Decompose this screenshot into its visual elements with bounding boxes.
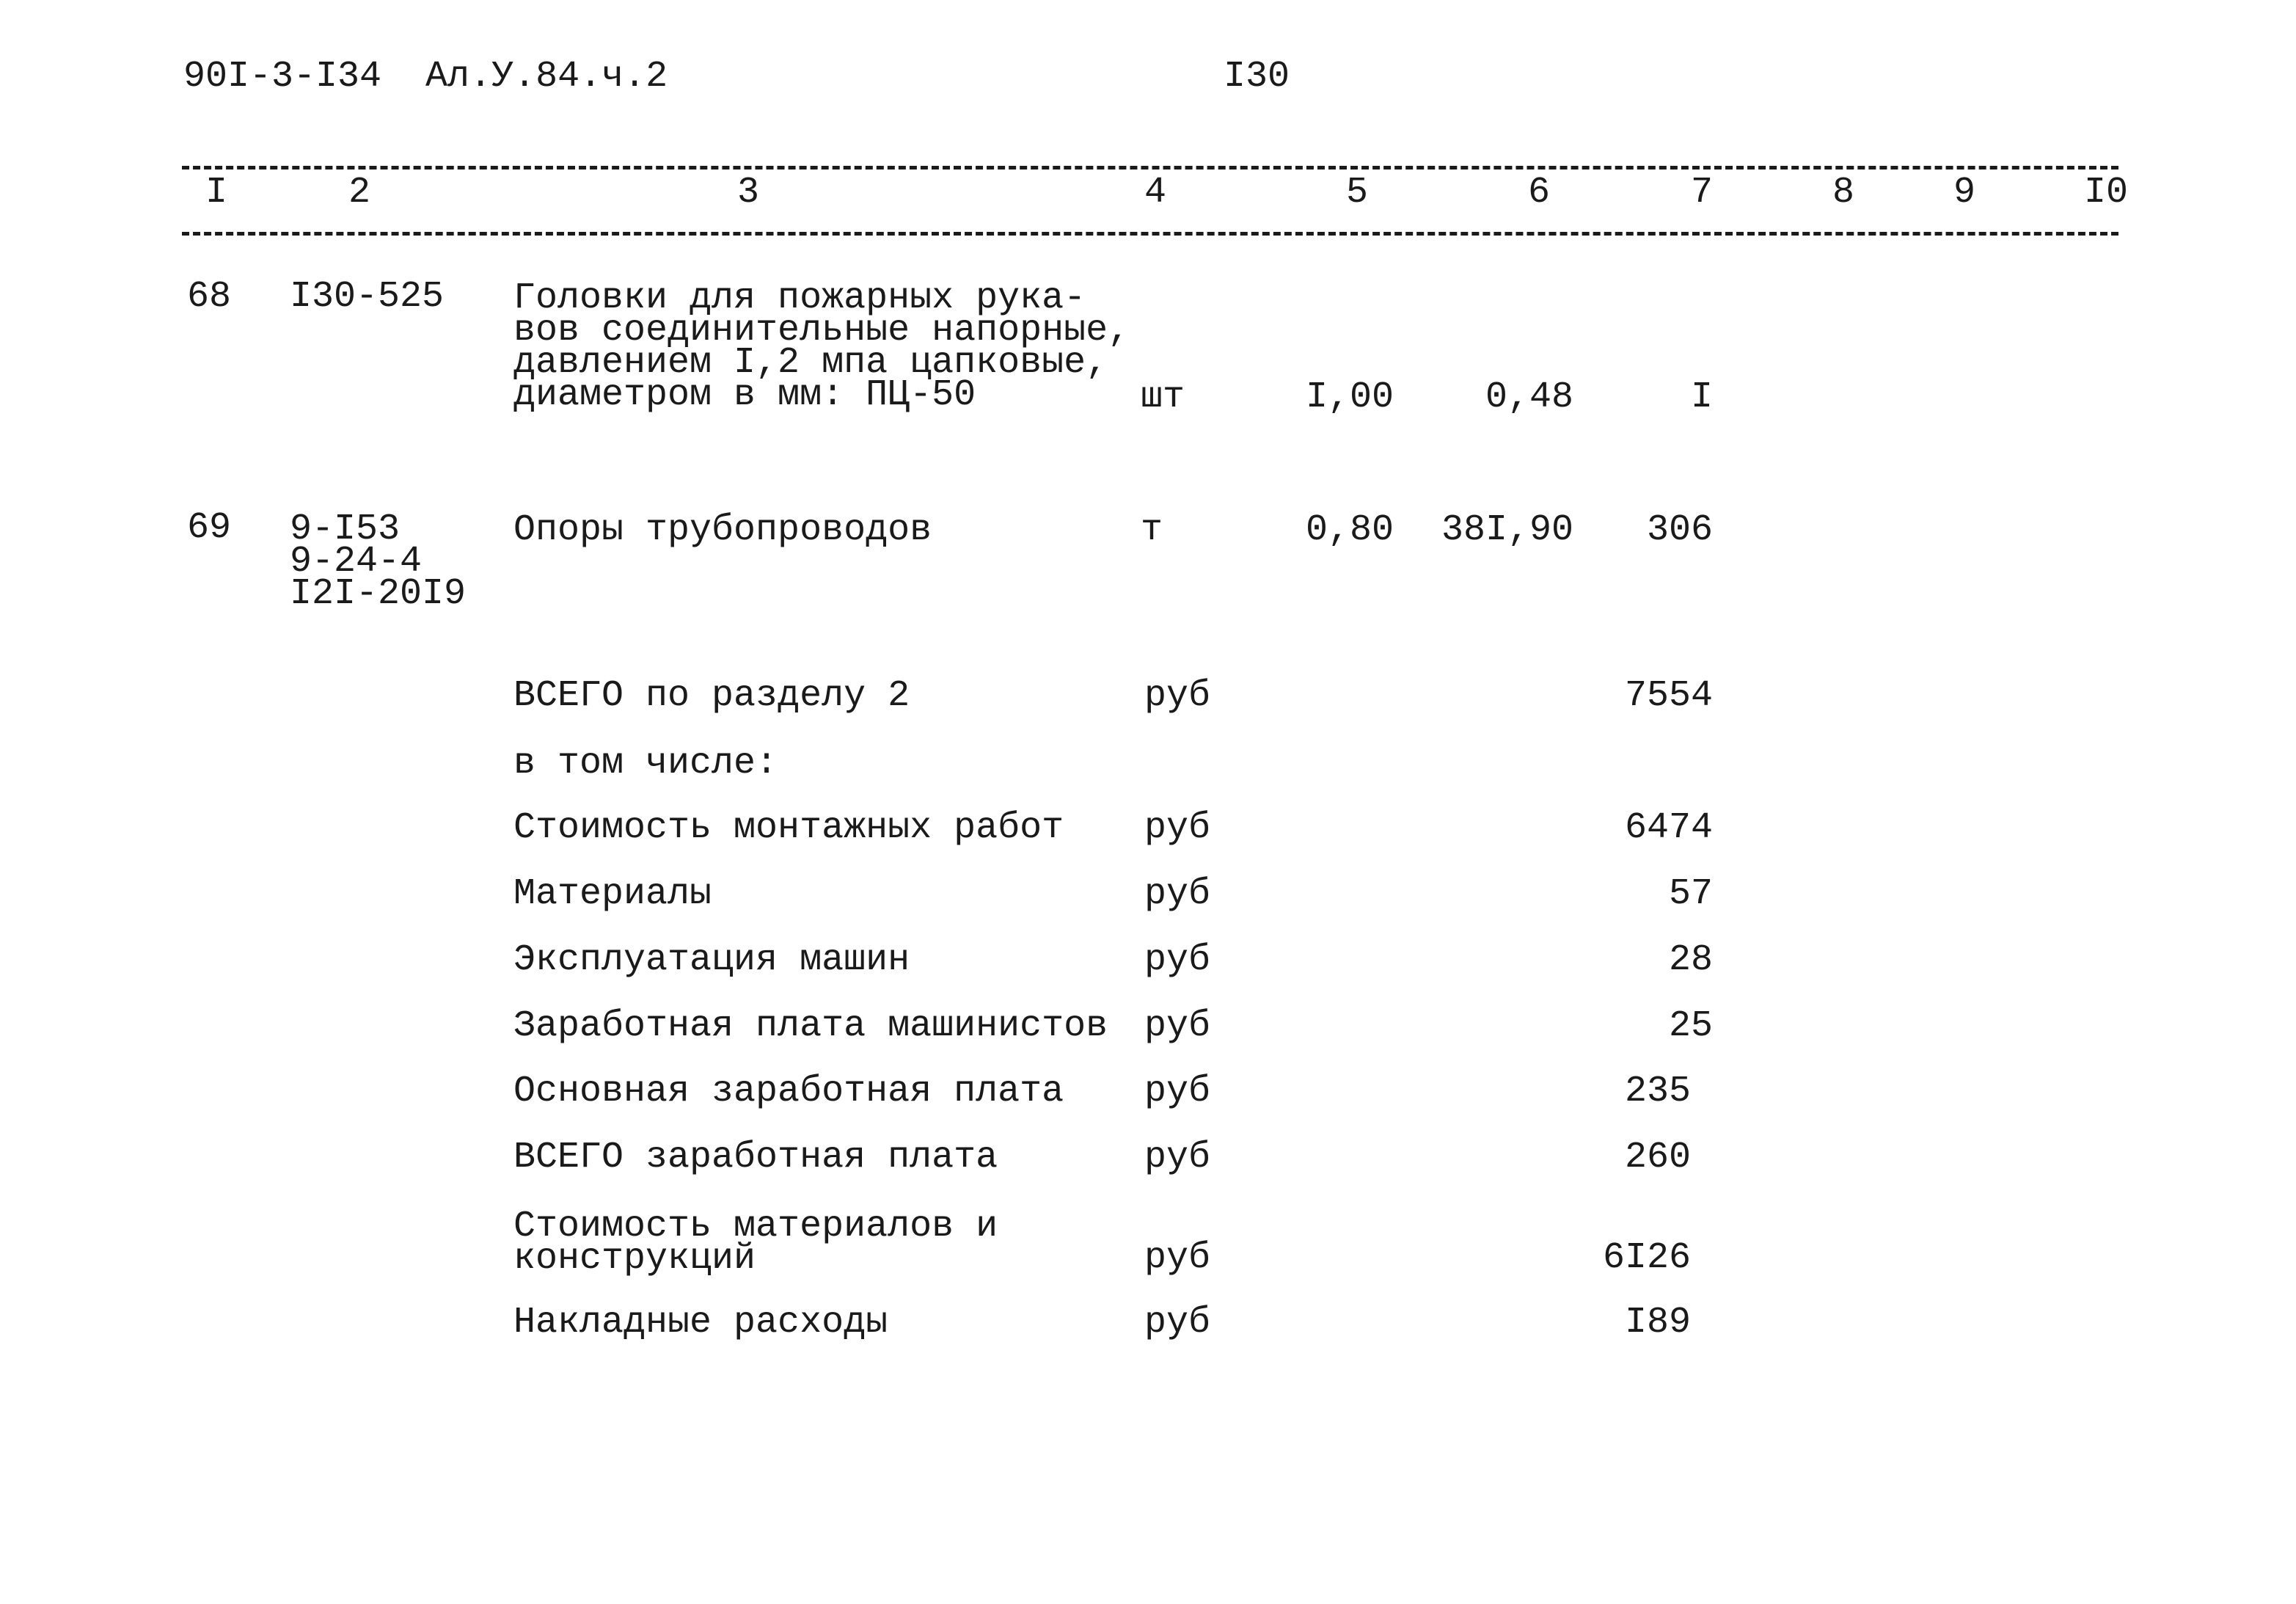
column-header-7: 7	[1690, 172, 1713, 214]
row-total: 306	[1646, 509, 1713, 551]
section-total-label: ВСЕГО по разделу 2	[513, 675, 910, 717]
summary-item-unit: руб	[1144, 1071, 1211, 1112]
summary-item-unit: руб	[1144, 1237, 1211, 1279]
column-header-2: 2	[348, 172, 370, 214]
page-number: I30	[1224, 56, 1290, 98]
summary-item-label: Заработная плата машинистов	[513, 1005, 1108, 1047]
summary-item-unit: руб	[1144, 873, 1211, 915]
column-header-4: 4	[1144, 172, 1166, 214]
row-name-line: вов соединительные напорные,	[513, 310, 1130, 351]
row-name-line: Головки для пожарных рука-	[513, 277, 1086, 319]
row-unit: шт	[1141, 376, 1185, 418]
summary-item-value: 6I26	[1602, 1237, 1691, 1279]
summary-item-label: конструкций	[513, 1238, 756, 1280]
summary-item-value: 235	[1624, 1071, 1691, 1112]
row-number: 68	[187, 276, 232, 318]
overhead-label: Накладные расходы	[513, 1302, 888, 1344]
summary-item-unit: руб	[1144, 1005, 1211, 1047]
row-code: I2I-20I9	[290, 573, 467, 615]
overhead-unit: руб	[1144, 1302, 1211, 1344]
row-number: 69	[187, 507, 232, 549]
summary-item-value: 57	[1668, 873, 1713, 915]
summary-item-value: 260	[1624, 1137, 1691, 1178]
column-header-8: 8	[1832, 172, 1854, 214]
summary-item-label: Стоимость монтажных работ	[513, 807, 1064, 849]
overhead-value: I89	[1624, 1302, 1691, 1344]
row-name-line: диаметром в мм: ПЦ-50	[513, 374, 976, 416]
row-name-line: давлением I,2 мпа цапковые,	[513, 342, 1108, 384]
column-header-10: I0	[2083, 172, 2128, 214]
row-quantity: 0,80	[1305, 509, 1394, 551]
row-code: 9-24-4	[290, 541, 423, 583]
summary-item-value: 25	[1668, 1005, 1713, 1047]
row-unit-price: 0,48	[1485, 376, 1573, 418]
summary-item-unit: руб	[1144, 939, 1211, 981]
column-header-6: 6	[1527, 172, 1550, 214]
summary-item-label: ВСЕГО заработная плата	[513, 1137, 998, 1178]
summary-item-label: Эксплуатация машин	[513, 939, 910, 981]
column-header-1: I	[205, 172, 227, 214]
summary-item-label: Материалы	[513, 873, 712, 915]
document-code: 90I-3-I34 Ал.У.84.ч.2	[183, 56, 668, 98]
row-code: 9-I53	[290, 508, 401, 550]
summary-item-unit: руб	[1144, 807, 1211, 849]
row-unit: т	[1141, 509, 1163, 551]
row-total: I	[1690, 376, 1713, 418]
including-label: в том числе:	[513, 743, 778, 784]
summary-item-value: 6474	[1624, 807, 1713, 849]
header-bottom-rule	[182, 232, 2118, 236]
section-total-unit: руб	[1144, 675, 1211, 717]
row-name-line: Опоры трубопроводов	[513, 509, 932, 551]
column-header-9: 9	[1953, 172, 1975, 214]
row-unit-price: 38I,90	[1441, 509, 1573, 551]
column-header-3: 3	[736, 172, 759, 214]
header-top-rule	[182, 166, 2118, 169]
summary-item-label: Основная заработная плата	[513, 1071, 1064, 1112]
section-total-value: 7554	[1624, 675, 1713, 717]
column-header-5: 5	[1345, 172, 1368, 214]
summary-item-value: 28	[1668, 939, 1713, 981]
summary-item-label: Стоимость материалов и	[513, 1206, 998, 1247]
row-quantity: I,00	[1305, 376, 1394, 418]
summary-item-unit: руб	[1144, 1137, 1211, 1178]
row-code: I30-525	[290, 276, 445, 318]
